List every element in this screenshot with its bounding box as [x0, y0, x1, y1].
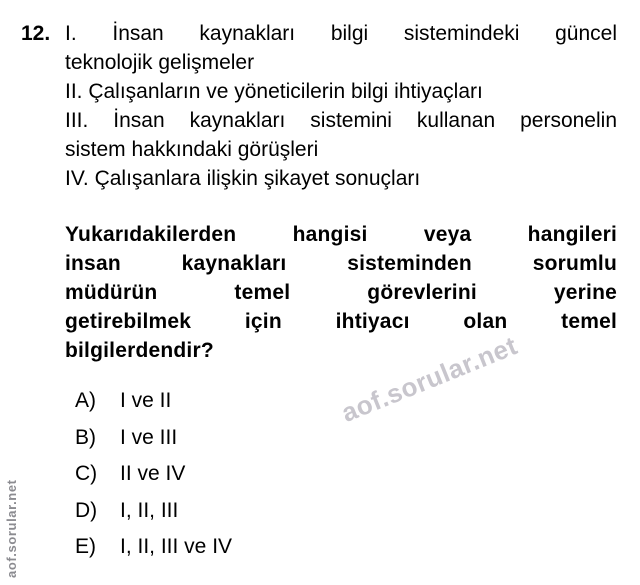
stem-line-5: bilgilerdendir? [65, 339, 214, 362]
option-d[interactable] [75, 493, 617, 530]
stem-line-3: müdürün temel görevlerini yerine [65, 281, 617, 304]
option-a-letter: A) [75, 389, 96, 412]
stem-line-4: getirebilmek için ihtiyacı olan temel [65, 310, 617, 333]
statement-line-4: III. İnsan kaynakları sistemini kullanan personelin [65, 109, 617, 132]
statement-list [65, 19, 617, 193]
option-d-text: I, II, III [120, 498, 179, 522]
statement-line-2: teknolojik gelişmeler [65, 51, 255, 74]
option-e[interactable] [75, 529, 617, 566]
option-e-text: I, II, III ve IV [120, 535, 233, 558]
watermark-vertical: aof.sorular.net [4, 479, 19, 578]
option-e-letter: E) [75, 535, 96, 558]
watermark-diagonal: aof.sorular.net [337, 330, 522, 428]
option-c-text: II ve IV [120, 462, 186, 485]
question-content [65, 19, 617, 566]
option-c[interactable] [75, 456, 617, 493]
stem-line-2: insan kaynakları sisteminden sorumlu [65, 252, 617, 275]
statement-line-6: IV. Çalışanlara ilişkin şikayet sonuçları [65, 167, 421, 190]
question-number: 12. [21, 22, 51, 45]
option-b-text: I ve III [120, 425, 178, 449]
stem-line-1: Yukarıdakilerden hangisi veya hangileri [65, 223, 617, 246]
statement-line-1: I. İnsan kaynakları bilgi sistemindeki güncel [65, 22, 617, 45]
option-b[interactable] [75, 420, 617, 457]
statement-line-3: II. Çalışanların ve yöneticilerin bilgi ihtiyaçları [65, 80, 483, 103]
option-a-text: I ve II [120, 389, 172, 412]
option-c-letter: C) [75, 462, 98, 485]
question-stem [65, 220, 617, 365]
option-d-letter: D) [75, 498, 98, 522]
option-b-letter: B) [75, 425, 96, 449]
statement-line-5: sistem hakkındaki görüşleri [65, 138, 319, 161]
